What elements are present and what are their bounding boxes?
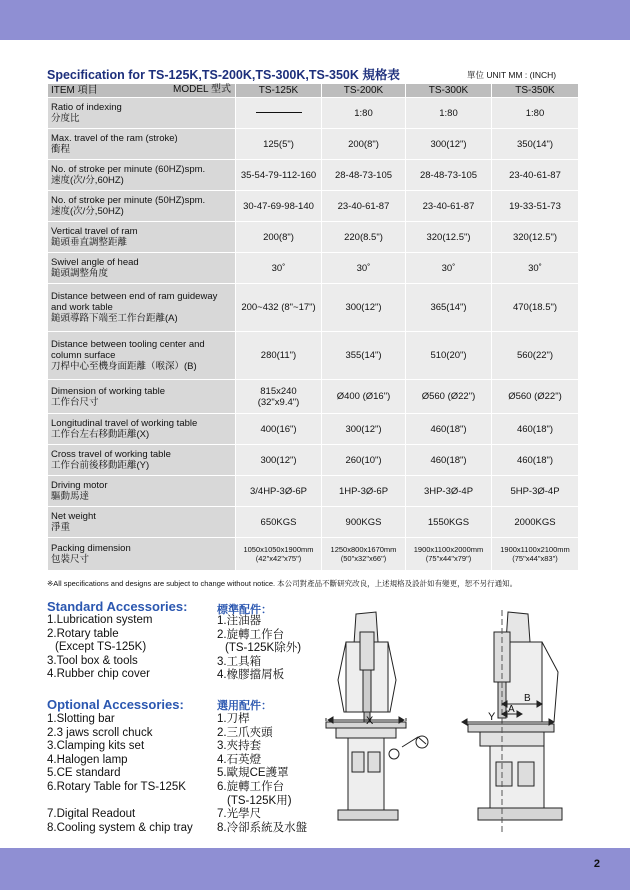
- cell-value: 1HP-3Ø-6P: [322, 476, 406, 507]
- cell-value: 5HP-3Ø-4P: [492, 476, 579, 507]
- row-label: Longitudinal travel of working table 工作台左右移動距離(X): [48, 414, 236, 445]
- model-header: MODEL 型式: [173, 84, 231, 95]
- cell-value: 3HP-3Ø-4P: [406, 476, 492, 507]
- cell-value: 460(18"): [492, 445, 579, 476]
- row-label: Net weight 淨重: [48, 507, 236, 538]
- cell-value: 30˚: [236, 253, 322, 284]
- optional-accessories-title: Optional Accessories:: [47, 697, 184, 712]
- list-item: 1.注油器: [217, 615, 262, 627]
- cell-value: 355(14"): [322, 332, 406, 380]
- cell-value: 28-48-73-105: [406, 160, 492, 191]
- list-item: 1.Lubrication system: [47, 614, 153, 626]
- cell-value: 300(12"): [322, 284, 406, 332]
- front-view-drawing: [326, 612, 428, 820]
- list-item: 4.石英燈: [217, 753, 262, 766]
- cell-value: 320(12.5"): [406, 222, 492, 253]
- cell-value: 460(18"): [492, 414, 579, 445]
- table-row: [48, 538, 579, 571]
- x-label: X: [366, 715, 374, 727]
- table-row: [48, 98, 579, 129]
- cell-value: 400(16"): [236, 414, 322, 445]
- cell-value: 300(12"): [406, 129, 492, 160]
- cell-value: 470(18.5"): [492, 284, 579, 332]
- a-label: A: [508, 704, 515, 715]
- cell-value: 1:80: [492, 98, 579, 129]
- unit-label: 單位 UNIT MM : (INCH): [467, 70, 557, 80]
- list-item: 6.旋轉工作台: [217, 780, 285, 793]
- standard-accessories-list-zh: [217, 615, 301, 683]
- cell-value: Ø400 (Ø16"): [322, 380, 406, 414]
- disclaimer-note: ※All specifications and designs are subject to change without notice. 本公司對產品不斷研究改良，上述規格及設計如有變更，恕不另行通知。: [47, 579, 518, 588]
- table-row: [48, 253, 579, 284]
- list-item: (TS-125K用): [227, 794, 292, 807]
- cell-value: 2000KGS: [492, 507, 579, 538]
- spec-title: Specification for TS-125K,TS-200K,TS-300K,TS-350K 規格表: [47, 68, 400, 82]
- cell-value: 30˚: [322, 253, 406, 284]
- model-header-2: TS-200K: [322, 84, 406, 98]
- list-item: 2.3 jaws scroll chuck: [47, 726, 153, 739]
- side-view-drawing: [468, 610, 562, 832]
- cell-value: 1900x1100x2000mm (75"x44"x79"): [406, 538, 492, 571]
- spec-table: [47, 83, 579, 571]
- cell-value: 1:80: [406, 98, 492, 129]
- cell-value: 200~432 (8"~17"): [236, 284, 322, 332]
- item-model-header: [48, 84, 236, 98]
- cell-value: 200(8"): [322, 129, 406, 160]
- list-item: 6.Rotary Table for TS-125K: [47, 780, 186, 793]
- footer-band: [0, 848, 630, 890]
- row-label: Packing dimension 包裝尺寸: [48, 538, 236, 571]
- table-row: [48, 445, 579, 476]
- header-band: [0, 0, 630, 40]
- cell-value: 35-54-79-112-160: [236, 160, 322, 191]
- cell-value: 300(12"): [322, 414, 406, 445]
- list-item: 3.Clamping kits set: [47, 740, 145, 753]
- page-number: 2: [593, 858, 600, 870]
- cell-value: 460(18"): [406, 445, 492, 476]
- cell-value: 460(18"): [406, 414, 492, 445]
- list-item: 4.橡膠擋屑板: [217, 669, 285, 682]
- row-label: No. of stroke per minute (60HZ)spm. 速度(次/分,60HZ): [48, 160, 236, 191]
- cell-value: 1900x1100x2100mm (75"x44"x83"): [492, 538, 579, 571]
- machine-drawing: [318, 602, 588, 838]
- cell-value: 280(11"): [236, 332, 322, 380]
- list-item: 2.Rotary table: [47, 627, 119, 640]
- list-item: 4.Halogen lamp: [47, 753, 128, 766]
- table-row: [48, 414, 579, 445]
- cell-value: 19-33-51-73: [492, 191, 579, 222]
- optional-accessories-title-zh: 選用配件：: [217, 700, 272, 712]
- model-header-1: TS-125K: [236, 84, 322, 98]
- model-header-4: TS-350K: [492, 84, 579, 98]
- row-label: Dimension of working table 工作台尺寸: [48, 380, 236, 414]
- model-header-3: TS-300K: [406, 84, 492, 98]
- cell-value: 1250x800x1670mm (50"x32"x66"): [322, 538, 406, 571]
- list-item: 3.夾持套: [217, 740, 262, 753]
- standard-accessories-list: [47, 614, 152, 682]
- row-label: Cross travel of working table 工作台前後移動距離(Y): [48, 445, 236, 476]
- cell-value: 260(10"): [322, 445, 406, 476]
- list-item: 2.旋轉工作台: [217, 628, 285, 641]
- cell-value: 1:80: [322, 98, 406, 129]
- list-item: 7.光學尺: [217, 808, 262, 821]
- list-item: [47, 795, 193, 809]
- table-row: [48, 332, 579, 380]
- cell-value: 30˚: [406, 253, 492, 284]
- y-label: Y: [488, 711, 496, 723]
- table-row: [48, 476, 579, 507]
- cell-value: 30˚: [492, 253, 579, 284]
- cell-value: 30-47-69-98-140: [236, 191, 322, 222]
- standard-accessories-title: Standard Accessories:: [47, 599, 188, 614]
- cell-value: Ø560 (Ø22"): [492, 380, 579, 414]
- spec-header-row: [48, 84, 579, 98]
- table-row: [48, 380, 579, 414]
- cell-value: 365(14"): [406, 284, 492, 332]
- cell-value: 23-40-61-87: [406, 191, 492, 222]
- table-row: [48, 160, 579, 191]
- optional-accessories-list-zh: [217, 713, 307, 835]
- list-item: 1.Slotting bar: [47, 713, 115, 725]
- table-row: [48, 222, 579, 253]
- cell-value: 23-40-61-87: [492, 160, 579, 191]
- list-item: 3.Tool box & tools: [47, 654, 138, 667]
- table-row: [48, 129, 579, 160]
- list-item: 7.Digital Readout: [47, 808, 136, 821]
- list-item: 2.三爪夾頭: [217, 726, 273, 739]
- cell-value: 220(8.5"): [322, 222, 406, 253]
- cell-value: 560(22"): [492, 332, 579, 380]
- cell-value: 300(12"): [236, 445, 322, 476]
- cell-value: 200(8"): [236, 222, 322, 253]
- optional-accessories-list: [47, 713, 193, 835]
- dash-mark: [256, 112, 302, 113]
- cell-value: 815x240 (32"x9.4"): [236, 380, 322, 414]
- list-item: (Except TS-125K): [55, 641, 147, 654]
- cell-value: 350(14"): [492, 129, 579, 160]
- table-row: [48, 507, 579, 538]
- cell-value: [236, 98, 322, 129]
- list-item: 3.工具箱: [217, 655, 262, 668]
- table-row: [48, 284, 579, 332]
- table-row: [48, 191, 579, 222]
- list-item: 1.刀桿: [217, 713, 250, 725]
- row-label: Distance between tooling center and column surface 刀桿中心至機身面距離（喉深）(B): [48, 332, 236, 380]
- row-label: Distance between end of ram guideway and work table 鎚頭導路下端至工作台距離(A): [48, 284, 236, 332]
- list-item: (TS-125K除外): [225, 642, 302, 655]
- cell-value: 23-40-61-87: [322, 191, 406, 222]
- list-item: 5.CE standard: [47, 767, 121, 780]
- cell-value: 1550KGS: [406, 507, 492, 538]
- b-label: B: [524, 693, 531, 704]
- item-header: ITEM 項目: [51, 85, 98, 96]
- row-label: No. of stroke per minute (50HZ)spm. 速度(次/分,50HZ): [48, 191, 236, 222]
- list-item: 4.Rubber chip cover: [47, 668, 150, 681]
- row-label: Vertical travel of ram 鎚頭垂直調整距離: [48, 222, 236, 253]
- cell-value: 510(20"): [406, 332, 492, 380]
- cell-value: 3/4HP-3Ø-6P: [236, 476, 322, 507]
- row-label: Swivel angle of head 鎚頭調整角度: [48, 253, 236, 284]
- row-label: Driving motor 驅動馬達: [48, 476, 236, 507]
- cell-value: 28-48-73-105: [322, 160, 406, 191]
- row-label: Max. travel of the ram (stroke) 衝程: [48, 129, 236, 160]
- list-item: 8.冷卻系統及水盤: [217, 821, 308, 834]
- list-item: 8.Cooling system & chip tray: [47, 821, 193, 834]
- cell-value: 125(5"): [236, 129, 322, 160]
- row-label: Ratio of indexing 分度比: [48, 98, 236, 129]
- list-item: 5.歐規CE護罩: [217, 767, 289, 780]
- standard-accessories-title-zh: 標準配件：: [217, 604, 272, 616]
- cell-value: Ø560 (Ø22"): [406, 380, 492, 414]
- cell-value: 320(12.5"): [492, 222, 579, 253]
- cell-value: 900KGS: [322, 507, 406, 538]
- cell-value: 650KGS: [236, 507, 322, 538]
- cell-value: 1050x1050x1900mm (42"x42"x75"): [236, 538, 322, 571]
